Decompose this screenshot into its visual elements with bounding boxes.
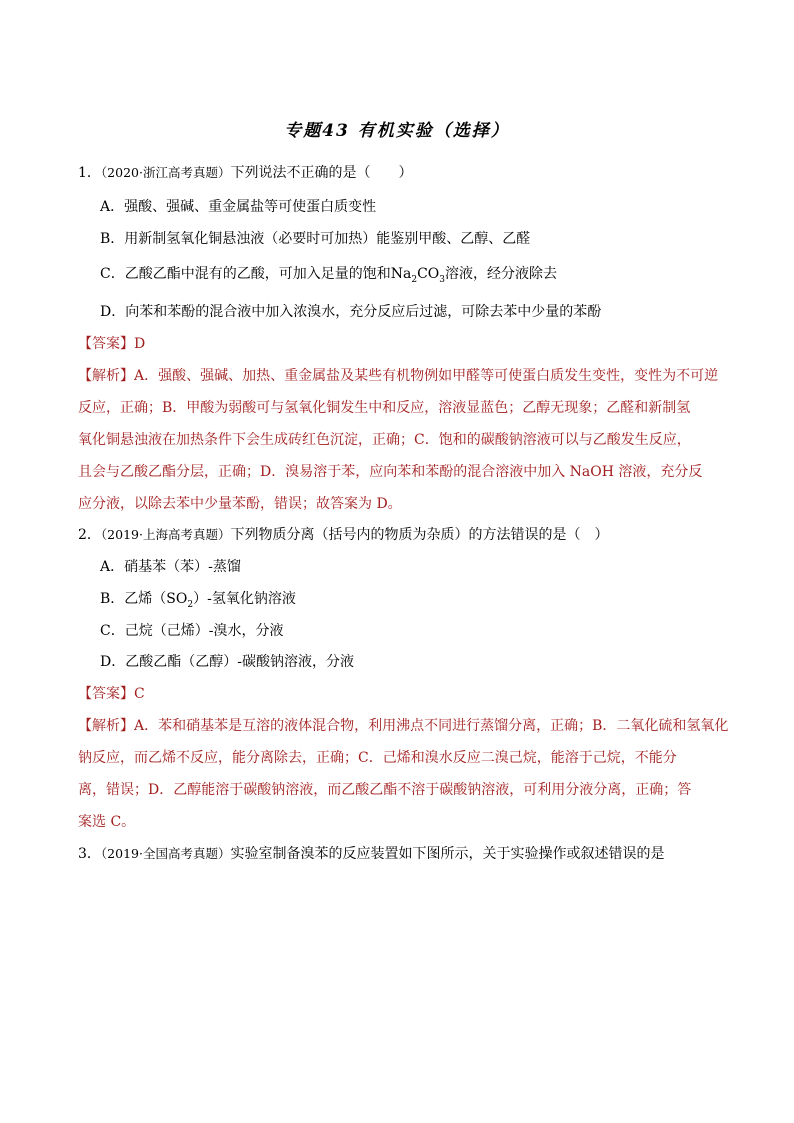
question-1-analysis-line-3: 氧化铜悬浊液在加热条件下会生成砖红色沉淀，正确；C．饱和的碳酸钠溶液可以与乙酸发生反应， — [78, 432, 691, 448]
question-1-option-b: B．用新制氢氧化铜悬浊液（必要时可加热）能鉴别甲酸、乙醇、乙醛 — [100, 231, 531, 247]
question-1-source: （2020·浙江高考真题） — [100, 165, 231, 180]
question-2-source: （2019·上海高考真题） — [100, 527, 231, 542]
question-2-option-c: C．己烷（己烯）-溴水，分液 — [100, 623, 284, 639]
question-1-number: 1． — [78, 165, 101, 181]
answer-value: D — [134, 336, 146, 352]
analysis-tag: 【解析】 — [78, 718, 134, 734]
page-title: 专题43 有机实验（选择） — [284, 121, 510, 141]
answer-value: C — [134, 686, 145, 702]
formula-na: Na — [390, 266, 412, 282]
question-2-option-b-tail: ）-氢氧化钠溶液 — [193, 591, 296, 607]
question-2-option-b — [100, 589, 296, 615]
question-3-text: 实验室制备溴苯的反应装置如下图所示，关于实验操作或叙述错误的是 — [230, 846, 665, 862]
question-1-analysis-line-2: 反应，正确；B．甲酸为弱酸可与氢氧化铜发生中和反应，溶液显蓝色；乙醇无现象；乙醛和新制氢 — [78, 400, 691, 416]
analysis-tag: 【解析】 — [78, 368, 134, 384]
question-1-answer — [78, 334, 145, 354]
formula-sub-2: 2 — [187, 599, 194, 610]
formula-co: CO — [417, 266, 440, 282]
question-1-analysis-line-5: 应分液，以除去苯中少量苯酚，错误；故答案为 D。 — [78, 496, 402, 512]
question-3-number: 3． — [78, 846, 101, 862]
question-2-stem — [78, 525, 608, 545]
analysis-text: A．强酸、强碱、加热、重金属盐及某些有机物例如甲醛等可使蛋白质发生变性，变性为不可逆 — [134, 368, 719, 384]
question-2-number: 2． — [78, 527, 101, 543]
question-2-option-b-text: B．乙烯（SO — [100, 591, 188, 607]
formula-sub-2: 2 — [411, 274, 418, 285]
formula-sub-3: 3 — [439, 274, 445, 285]
question-2-option-d: D．乙酸乙酯（乙醇）-碳酸钠溶液，分液 — [100, 654, 354, 670]
question-1-stem — [78, 163, 412, 183]
question-1-option-a: A．强酸、强碱、重金属盐等可使蛋白质变性 — [100, 199, 377, 215]
question-1-text: 下列说法不正确的是（ ） — [230, 165, 413, 181]
question-1-option-d: D．向苯和苯酚的混合液中加入浓溴水，充分反应后过滤，可除去苯中少量的苯酚 — [100, 304, 602, 320]
question-2-answer — [78, 684, 145, 704]
question-1-option-c — [100, 264, 557, 290]
question-3-source: （2019·全国高考真题） — [100, 846, 231, 861]
question-2-analysis-line-4: 案选 C。 — [78, 814, 136, 830]
question-3-stem — [78, 844, 664, 864]
question-2-analysis-line-3: 离，错误；D．乙醇能溶于碳酸钠溶液，而乙酸乙酯不溶于碳酸钠溶液，可利用分液分离，正确；答 — [78, 782, 692, 798]
question-2-analysis-line-2: 钠反应，而乙烯不反应，能分离除去，正确；C．己烯和溴水反应二溴己烷，能溶于己烷，不能分 — [78, 750, 677, 766]
analysis-text: A．苯和硝基苯是互溶的液体混合物，利用沸点不同进行蒸馏分离，正确；B．二氧化硫和氢氧化 — [134, 718, 729, 734]
answer-tag: 【答案】 — [78, 686, 134, 702]
answer-tag: 【答案】 — [78, 336, 134, 352]
question-2-text: 下列物质分离（括号内的物质为杂质）的方法错误的是（ ） — [230, 527, 609, 543]
question-2-option-a: A．硝基苯（苯）-蒸馏 — [100, 559, 241, 575]
question-1-analysis-line-1 — [78, 366, 718, 386]
question-1-option-c-text: C．乙酸乙酯中混有的乙酸，可加入足量的饱和 — [100, 266, 391, 282]
question-2-analysis-line-1 — [78, 716, 728, 736]
question-1-option-c-tail: 溶液，经分液除去 — [445, 266, 557, 282]
question-1-analysis-line-4: 且会与乙酸乙酯分层，正确；D．溴易溶于苯，应向苯和苯酚的混合溶液中加入 NaOH 溶液，充分反 — [78, 464, 703, 480]
